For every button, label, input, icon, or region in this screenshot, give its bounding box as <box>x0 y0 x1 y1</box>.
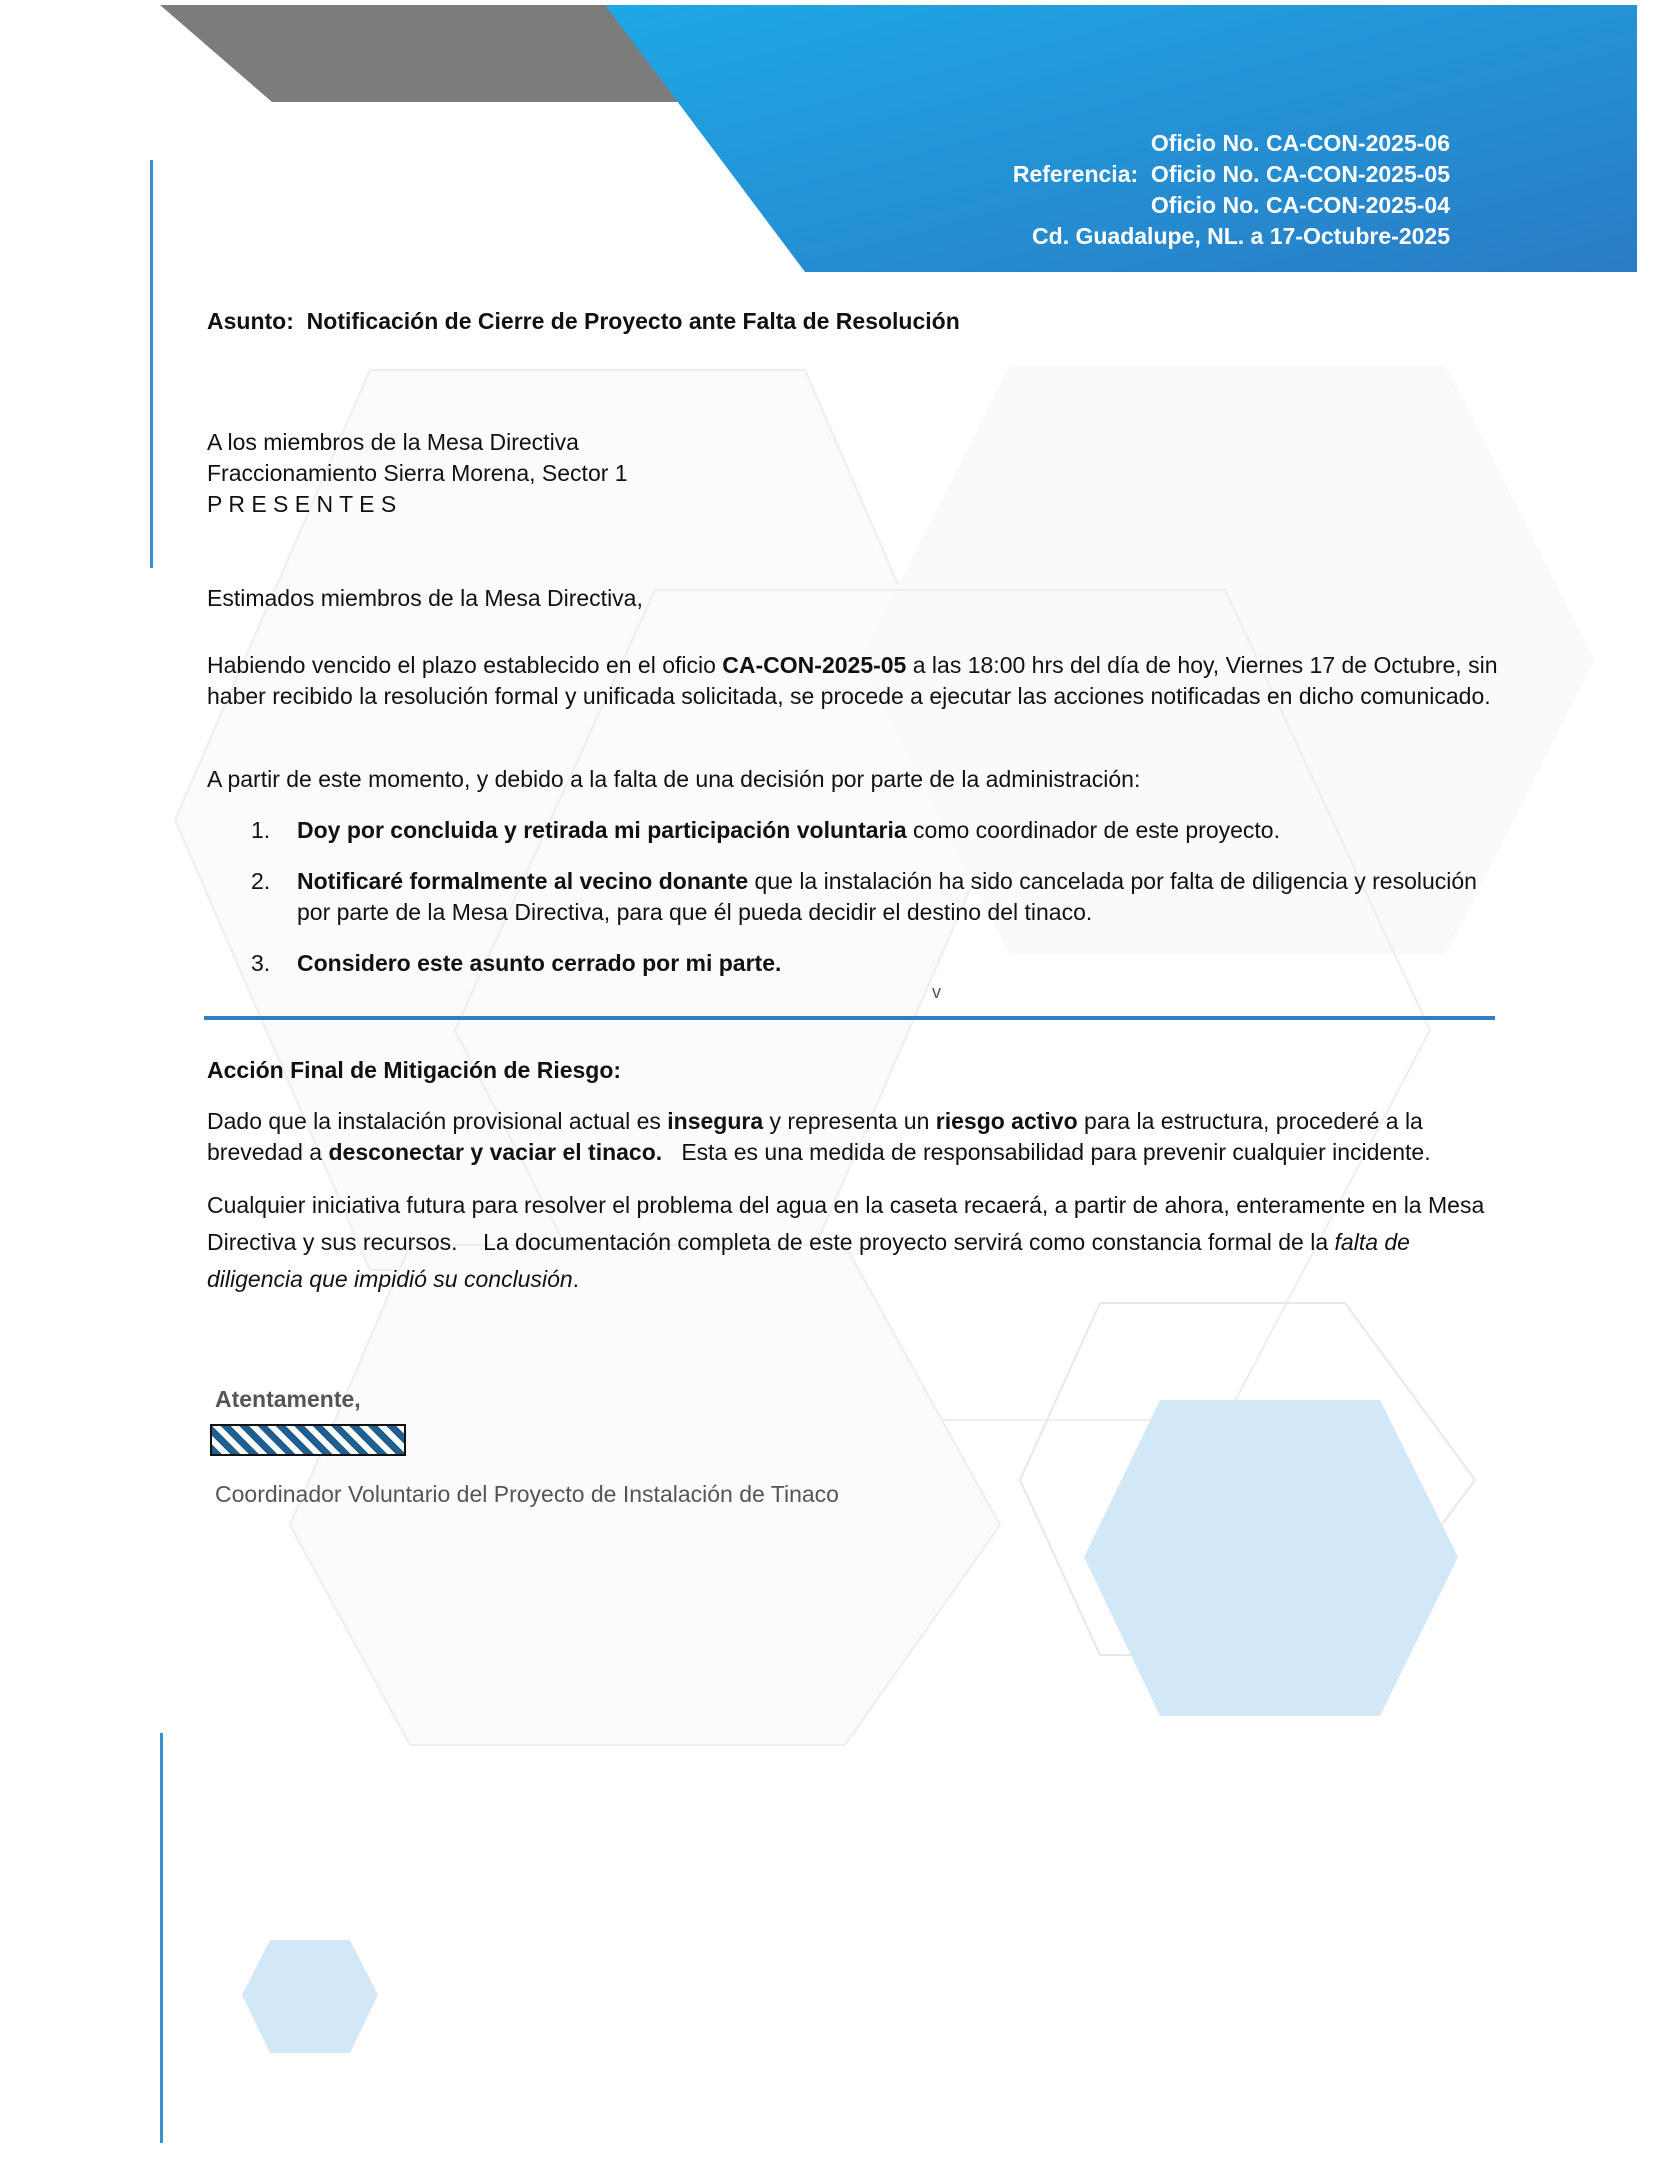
header-row-oficio: Oficio No. CA-CON-2025-06 <box>1150 130 1450 156</box>
paragraph-2: A partir de este momento, y debido a la falta de una decisión por parte de la administración: <box>207 766 1141 792</box>
header-row-date: Cd. Guadalupe, NL. a 17-Octubre-2025 <box>1032 223 1450 249</box>
left-accent-line-bottom <box>160 1733 163 2143</box>
recipient-block <box>207 427 1502 520</box>
reference-code: CA-CON-2025-05 <box>722 652 907 678</box>
header-row-referencia: Referencia: Oficio No. CA-CON-2025-05 <box>1012 161 1450 187</box>
signature-redacted <box>210 1424 406 1456</box>
list-item: 2. Notificaré formalmente al vecino donante que la instalación ha sido cancelada por falta de diligencia y resolución por parte de la Mesa Directiva, para que él pueda decidir el destino del tinaco. <box>251 868 1477 925</box>
recipient-line: P R E S E N T E S <box>207 491 397 517</box>
list-item: 1. Doy por concluida y retirada mi participación voluntaria como coordinador de este proyecto. <box>251 817 1280 843</box>
header-block <box>1000 128 1450 252</box>
header-row-oficio-ref: Oficio No. CA-CON-2025-04 <box>1150 192 1450 218</box>
header-gray-band <box>160 5 690 102</box>
list-item: 3. Considero este asunto cerrado por mi parte. <box>251 950 782 976</box>
decorative-hexagon <box>1084 1400 1458 1716</box>
section-2-paragraph-1: Dado que la instalación provisional actual es insegura y representa un riesgo activo para la estructura, procederé a la brevedad a desconectar y vaciar el tinaco. Esta es una medida de responsabilidad para prevenir cualquier incidente. <box>207 1108 1431 1165</box>
separator-mark: v <box>932 982 941 1002</box>
section-divider <box>204 1016 1495 1020</box>
left-accent-line-top <box>150 160 153 568</box>
subject-line <box>207 306 1502 337</box>
recipient-line: A los miembros de la Mesa Directiva <box>207 429 579 455</box>
subject-label: Asunto: <box>207 308 294 334</box>
paragraph-1: Habiendo vencido el plazo establecido en el oficio CA-CON-2025-05 a las 18:00 hrs del día de hoy, Viernes 17 de Octubre, sin haber recibido la resolución formal y unificada solicitada, se procede a ejecutar las acciones notificadas en dicho comunicado. <box>207 652 1498 709</box>
greeting: Estimados miembros de la Mesa Directiva, <box>207 585 643 611</box>
subject-text: Notificación de Cierre de Proyecto ante Falta de Resolución <box>306 308 960 334</box>
section-2-title: Acción Final de Mitigación de Riesgo: <box>207 1057 622 1083</box>
recipient-line: Fraccionamiento Sierra Morena, Sector 1 <box>207 460 628 486</box>
section-2-paragraph-2: Cualquier iniciativa futura para resolver el problema del agua en la caseta recaerá, a partir de ahora, enteramente en la Mesa Directiva y sus recursos. La documentación completa de este proyecto servirá como constancia formal de la falta de diligencia que impidió su conclusión. <box>207 1192 1491 1292</box>
salutation: Atentamente, <box>215 1386 361 1412</box>
action-list <box>207 815 1502 999</box>
decorative-hexagon <box>242 1940 378 2053</box>
signer-role: Coordinador Voluntario del Proyecto de Instalación de Tinaco <box>215 1481 839 1507</box>
